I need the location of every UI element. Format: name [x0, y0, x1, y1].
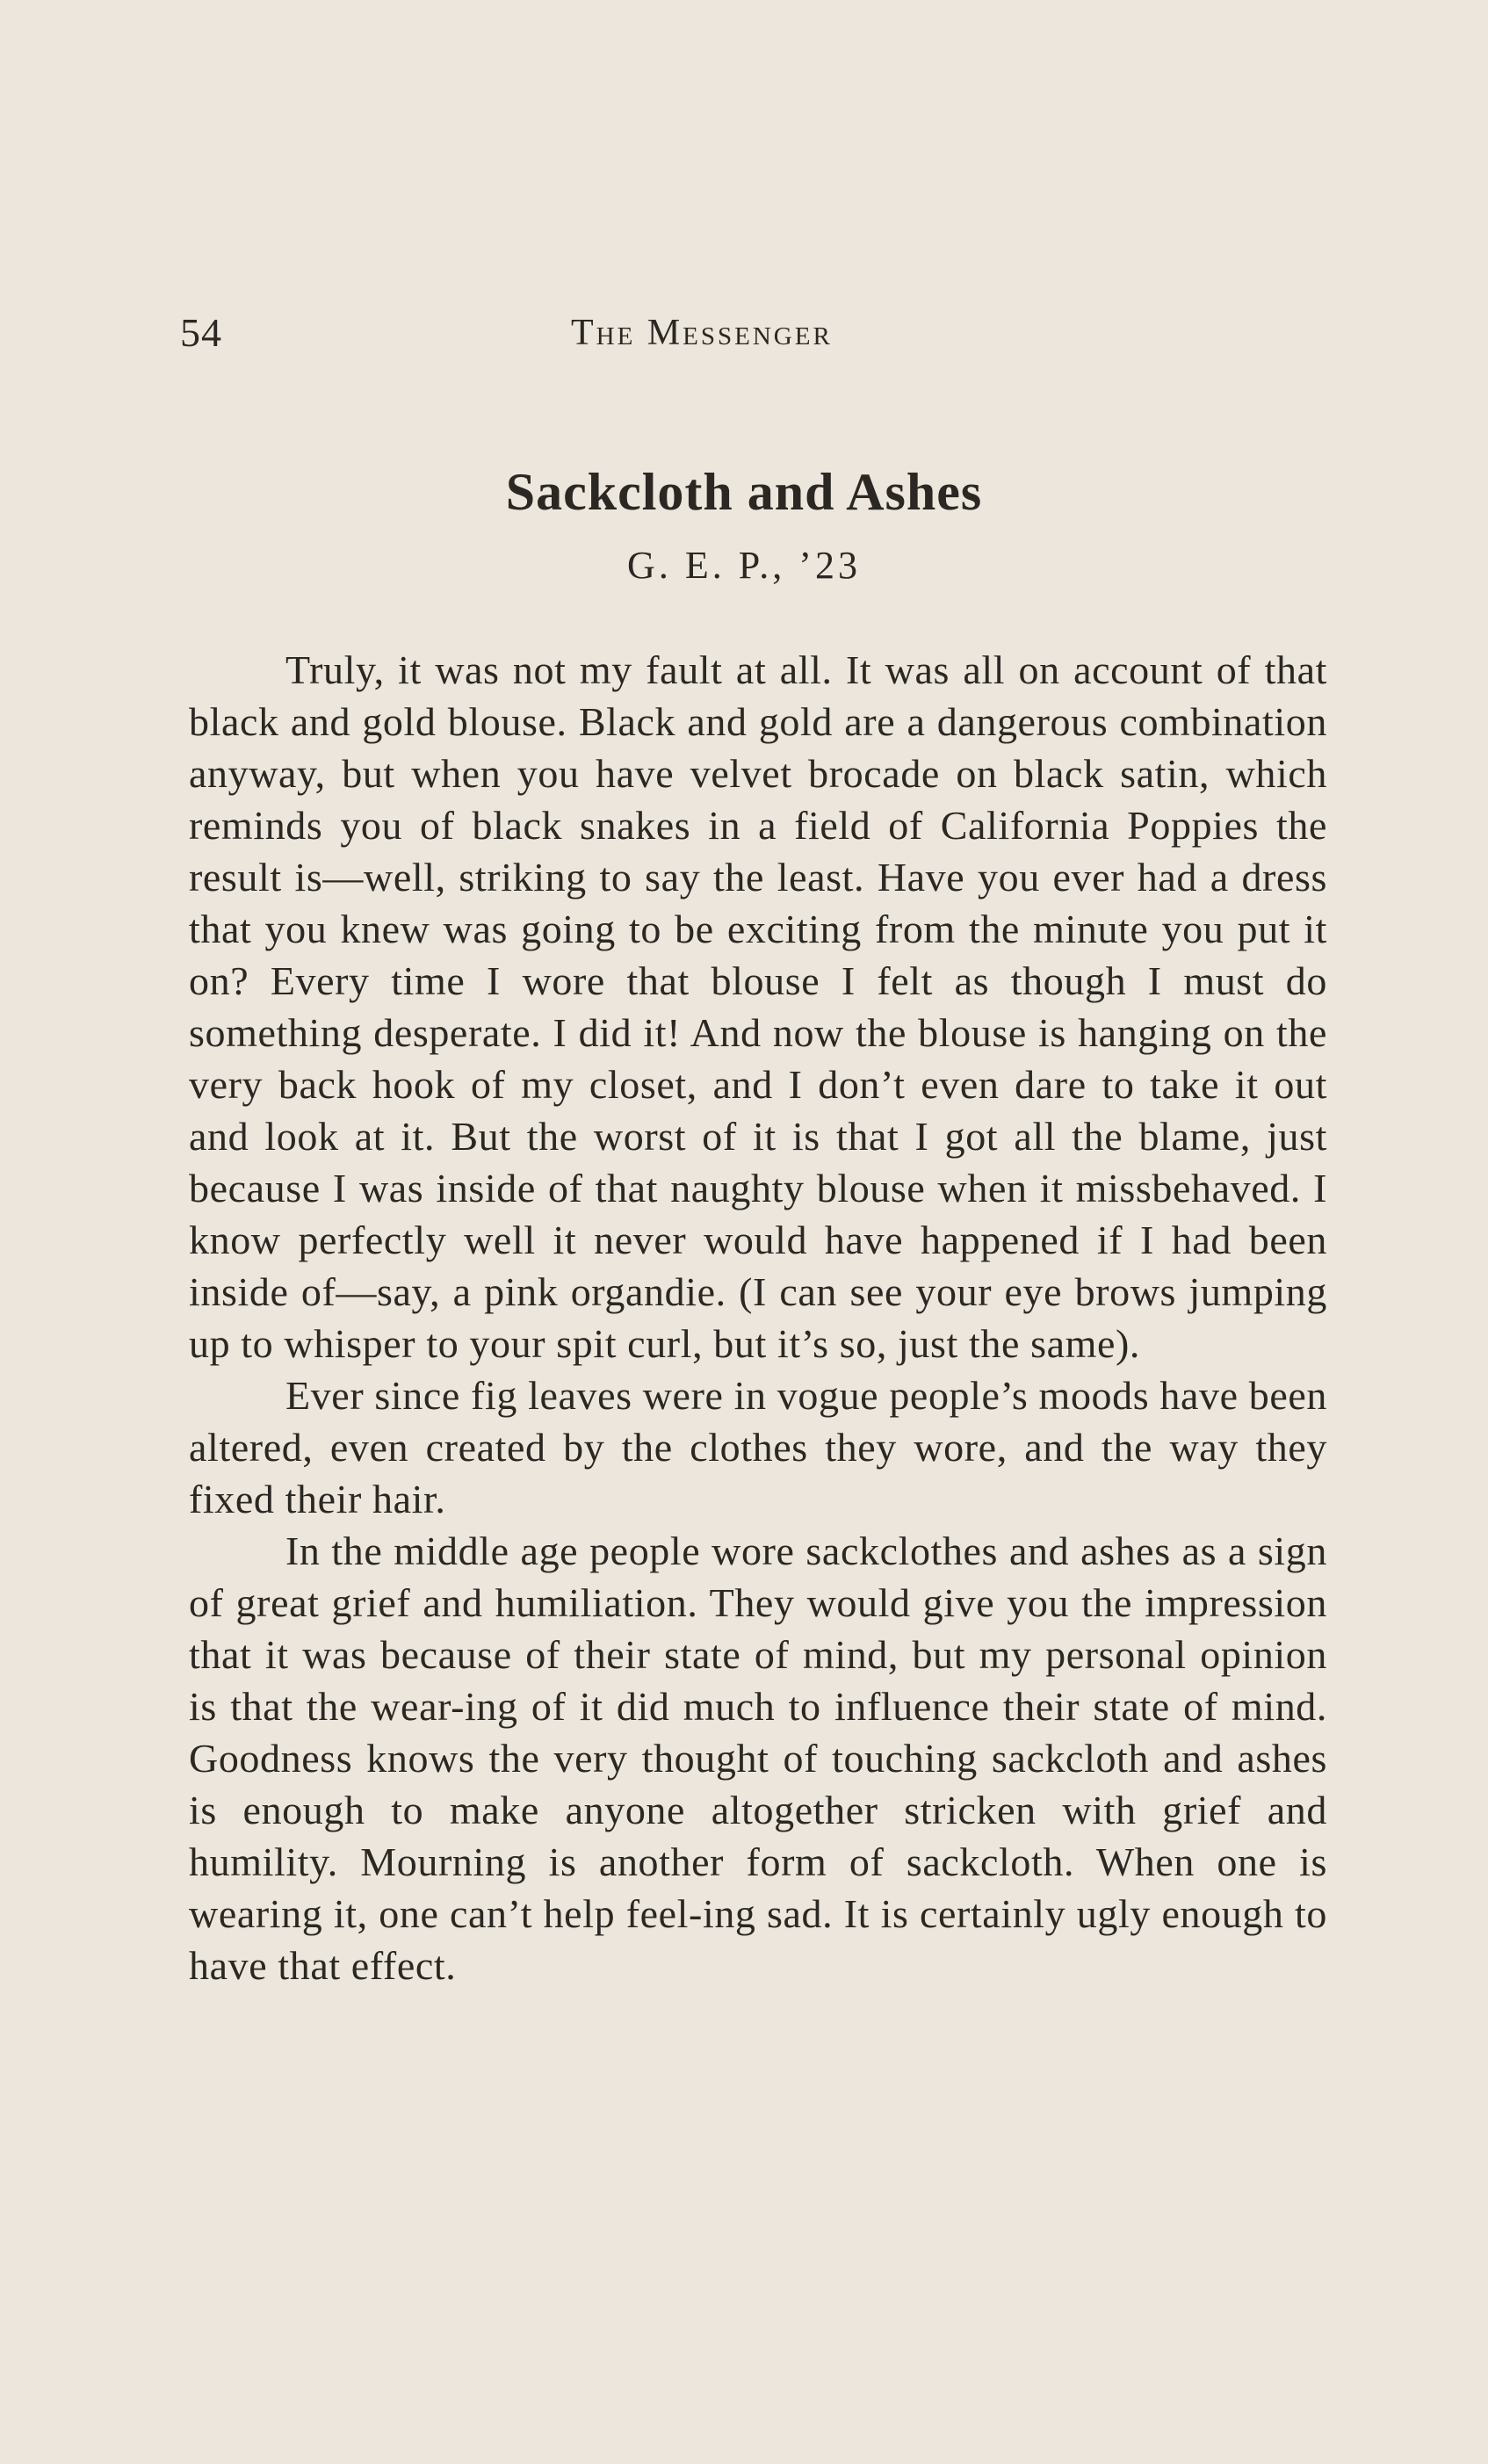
running-head: The Messenger — [571, 313, 833, 353]
article-body — [189, 644, 1327, 1991]
article-byline: G. E. P., ’23 — [627, 544, 861, 587]
page-number: 54 — [180, 310, 222, 355]
paragraph-2: Ever since fig leaves were in vogue people’s moods have been altered, even created by the clothes they wore, and the way they fixed their hair. — [189, 1373, 1327, 1521]
article-title: Sackcloth and Ashes — [505, 463, 983, 521]
paragraph-1: Truly, it was not my fault at all. It was all on account of that black and gold blouse. Black and gold are a dangerous combination anyway, but when you have velvet brocade on black satin, which reminds you of black snakes in a field of California Poppies the result is—well, striking to say the least. Have you ever had a dress that you knew was going to be exciting from the minute you put it on? Every time I wore that blouse I felt as though I must do something desperate. I did it! And now the blouse is hanging on the very back hook of my closet, and I don’t even dare to take it out and look at it. But the worst of it is that I got all the blame, just because I was inside of that naughty blouse when it missbehaved. I know perfectly well it never would have happened if I had been inside of—say, a pink organdie. (I can see your eye brows jumping up to whisper to your spit curl, but it’s so, just the same). — [189, 647, 1327, 1366]
paragraph-3: In the middle age people wore sackclothes and ashes as a sign of great grief and humiliation. They would give you the impression that it was because of their state of mind, but my personal opinion is that the wear-ing of it did much to influence their state of mind. Goodness knows the very thought of touching sackcloth and ashes is enough to make anyone altogether stricken with grief and humility. Mourning is another form of sackcloth. When one is wearing it, one can’t help feel-ing sad. It is certainly ugly enough to have that effect. — [189, 1528, 1327, 1988]
